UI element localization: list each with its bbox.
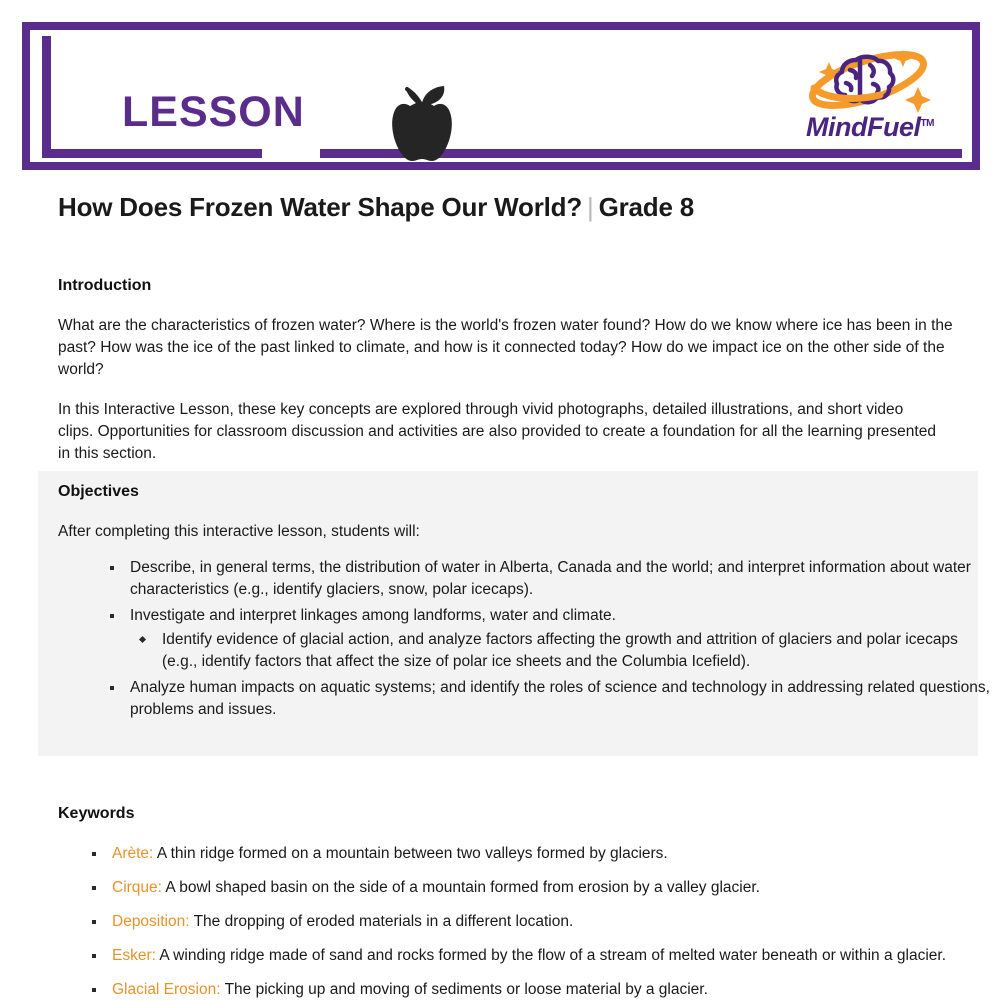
apple-icon bbox=[386, 82, 458, 169]
objectives-heading: Objectives bbox=[58, 483, 139, 500]
header-banner-inner bbox=[30, 30, 972, 162]
objectives-list bbox=[102, 557, 992, 725]
page-title bbox=[58, 192, 694, 223]
list-item bbox=[102, 677, 992, 721]
list-item bbox=[102, 605, 992, 673]
keyword-definition: A winding ridge made of sand and rocks formed by the flow of a stream of melted water beneath or within a glacier. bbox=[159, 947, 947, 964]
keywords-heading: Keywords bbox=[58, 805, 135, 822]
list-item bbox=[84, 877, 964, 899]
keywords-list bbox=[84, 843, 964, 1000]
header-banner-frame bbox=[22, 22, 980, 170]
mindfuel-wordmark bbox=[786, 112, 954, 143]
keyword-term: Glacial Erosion: bbox=[112, 981, 221, 998]
objective-subtext: Identify evidence of glacial action, and analyze factors affecting the growth and attrition of glaciers and polar icecaps (e.g., identify factors that affect the size of polar ice sheets and the Columbia Icefield). bbox=[162, 631, 958, 670]
page-title-grade: Grade 8 bbox=[598, 192, 695, 222]
keyword-term: Esker: bbox=[112, 947, 156, 964]
mindfuel-logo bbox=[782, 38, 958, 162]
keyword-term: Cirque: bbox=[112, 879, 162, 896]
list-item bbox=[84, 911, 964, 933]
objectives-lead-in: After completing this interactive lesson, students will: bbox=[58, 523, 420, 540]
introduction-paragraph-2: In this Interactive Lesson, these key concepts are explored through vivid photographs, detailed illustrations, and short video clips. Opportunities for classroom discussion and activities are also provided to create a foundation for all the learning presented in this section. bbox=[58, 401, 936, 462]
keyword-definition: The dropping of eroded materials in a different location. bbox=[193, 913, 574, 930]
keyword-definition: A thin ridge formed on a mountain between two valleys formed by glaciers. bbox=[156, 845, 668, 862]
trademark-symbol: TM bbox=[920, 118, 934, 129]
keyword-definition: A bowl shaped basin on the side of a mountain formed from erosion by a valley glacier. bbox=[165, 879, 760, 896]
banner-lesson-word: lesson bbox=[122, 71, 305, 140]
objective-text: Investigate and interpret linkages among landforms, water and climate. bbox=[130, 607, 616, 624]
objective-text: Describe, in general terms, the distribution of water in Alberta, Canada and the world; and interpret information about water characteristics (e.g., identify glaciers, snow, polar icecaps). bbox=[130, 559, 971, 598]
keyword-term: Arète: bbox=[112, 845, 154, 862]
keyword-term: Deposition: bbox=[112, 913, 190, 930]
objectives-panel bbox=[38, 471, 990, 756]
list-item bbox=[84, 945, 964, 967]
introduction-paragraph-1: What are the characteristics of frozen water? Where is the world's frozen water found? How do we know where ice has been in the past? How was the ice of the past linked to climate, and how is it connected today? How do we impact ice on the other side of the world? bbox=[58, 317, 953, 378]
page-title-main: How Does Frozen Water Shape Our World? bbox=[58, 192, 583, 222]
list-item bbox=[84, 843, 964, 865]
list-item bbox=[102, 557, 992, 601]
mindfuel-name: MindFuel bbox=[806, 112, 921, 142]
introduction-heading: Introduction bbox=[58, 277, 152, 294]
keyword-definition: The picking up and moving of sediments or loose material by a glacier. bbox=[224, 981, 708, 998]
brain-planet-icon bbox=[794, 40, 944, 121]
list-item bbox=[84, 979, 964, 1000]
title-separator: | bbox=[587, 192, 594, 222]
list-item bbox=[130, 629, 992, 673]
header-bracket-baseline-left bbox=[42, 149, 262, 158]
objective-text: Analyze human impacts on aquatic systems; and identify the roles of science and technology in addressing related questions, problems and issues. bbox=[130, 679, 990, 718]
header-bracket-stem bbox=[42, 36, 51, 158]
objective-sublist bbox=[130, 629, 992, 673]
